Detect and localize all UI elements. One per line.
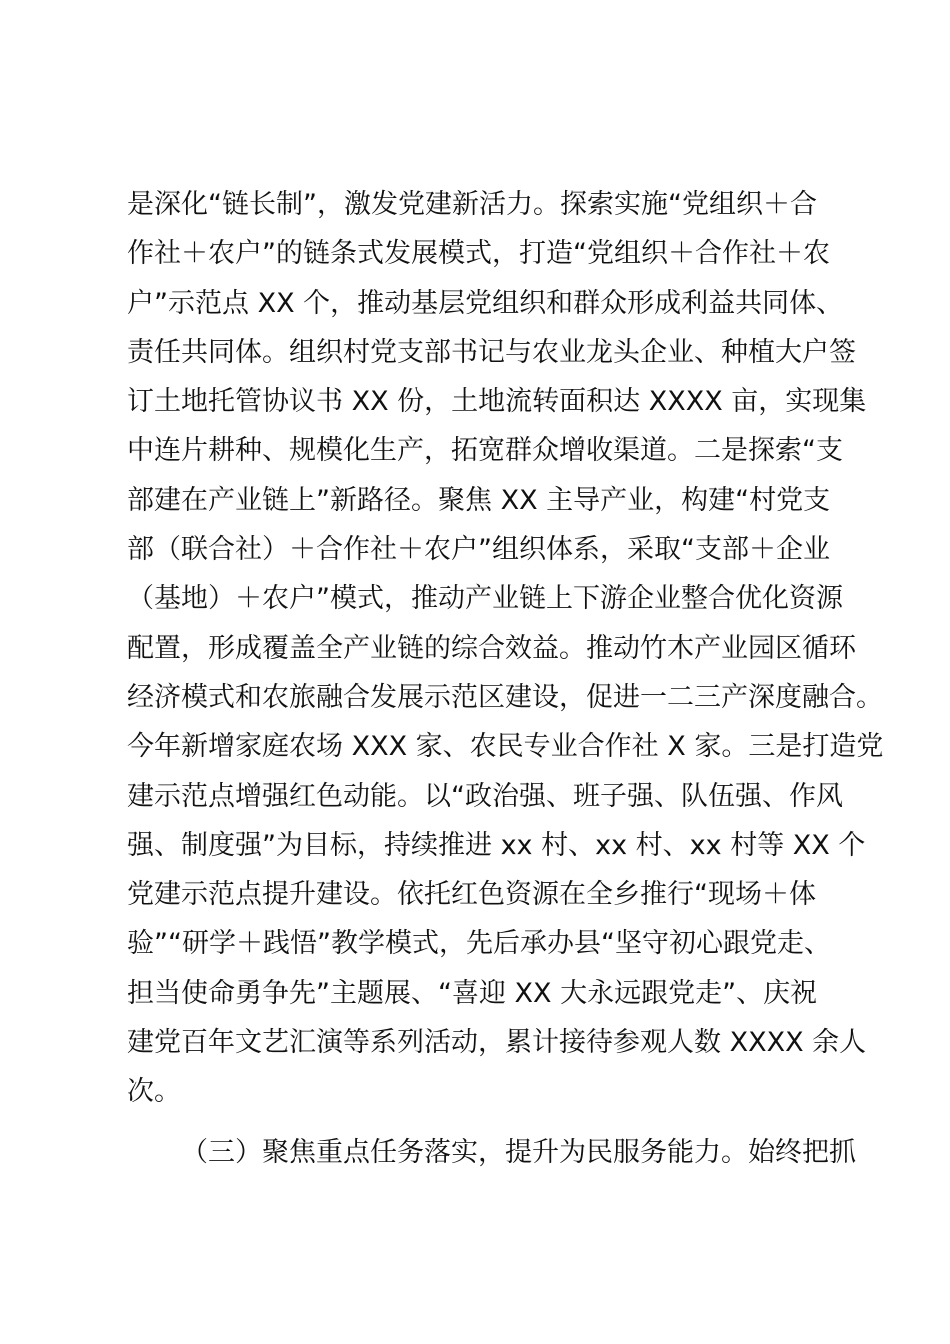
- paragraph-line-16: 验”“研学＋践悟”教学模式，先后承办县“坚守初心跟党走、: [127, 928, 831, 960]
- paragraph-line-3: 户”示范点 XX 个，推动基层党组织和群众形成利益共同体、: [127, 287, 844, 319]
- paragraph-line-11: 经济模式和农旅融合发展示范区建设，促进一二三产深度融合。: [127, 681, 883, 713]
- paragraph-line-5: 订土地托管协议书 XX 份，土地流转面积达 XXXX 亩，实现集: [127, 386, 867, 418]
- paragraph-line-15: 党建示范点提升建设。依托红色资源在全乡推行“现场＋体: [127, 879, 816, 911]
- body-paragraph: [127, 180, 884, 1117]
- paragraph-line-6: 中连片耕种、规模化生产，拓宽群众增收渠道。二是探索“支: [127, 435, 843, 467]
- paragraph-line-1: 是深化“链长制”，激发党建新活力。探索实施“党组织＋合: [127, 189, 817, 220]
- paragraph-line-17: 担当使命勇争先”主题展、“喜迎 XX 大永远跟党走”、庆祝: [127, 977, 818, 1009]
- paragraph-line-13: 建示范点增强红色动能。以“政治强、班子强、队伍强、作风: [127, 780, 843, 812]
- paragraph-line-14: 强、制度强”为目标，持续推进 xx 村、xx 村、xx 村等 XX 个: [127, 829, 866, 861]
- paragraph-line-12: 今年新增家庭农场 XXX 家、农民专业合作社 X 家。三是打造党: [127, 731, 884, 763]
- paragraph-line-7: 部建在产业链上”新路径。聚焦 XX 主导产业，构建“村党支: [127, 484, 831, 516]
- paragraph-line-9: （基地）＋农户”模式，推动产业链上下游企业整合优化资源: [127, 583, 843, 615]
- paragraph-line-4: 责任共同体。组织村党支部书记与农业龙头企业、种植大户签: [127, 336, 856, 368]
- paragraph-line-2: 作社＋农户”的链条式发展模式，打造“党组织＋合作社＋农: [127, 238, 830, 270]
- paragraph-line-10: 配置，形成覆盖全产业链的综合效益。推动竹木产业园区循环: [127, 632, 856, 664]
- paragraph-line-19: 次。: [127, 1076, 181, 1108]
- section-heading: （三）聚焦重点任务落实，提升为民服务能力。始终把抓: [181, 1137, 856, 1168]
- paragraph-line-8: 部（联合社）＋合作社＋农户”组织体系，采取“支部＋企业: [127, 534, 830, 566]
- paragraph-line-18: 建党百年文艺汇演等系列活动，累计接待参观人数 XXXX 余人: [127, 1027, 867, 1059]
